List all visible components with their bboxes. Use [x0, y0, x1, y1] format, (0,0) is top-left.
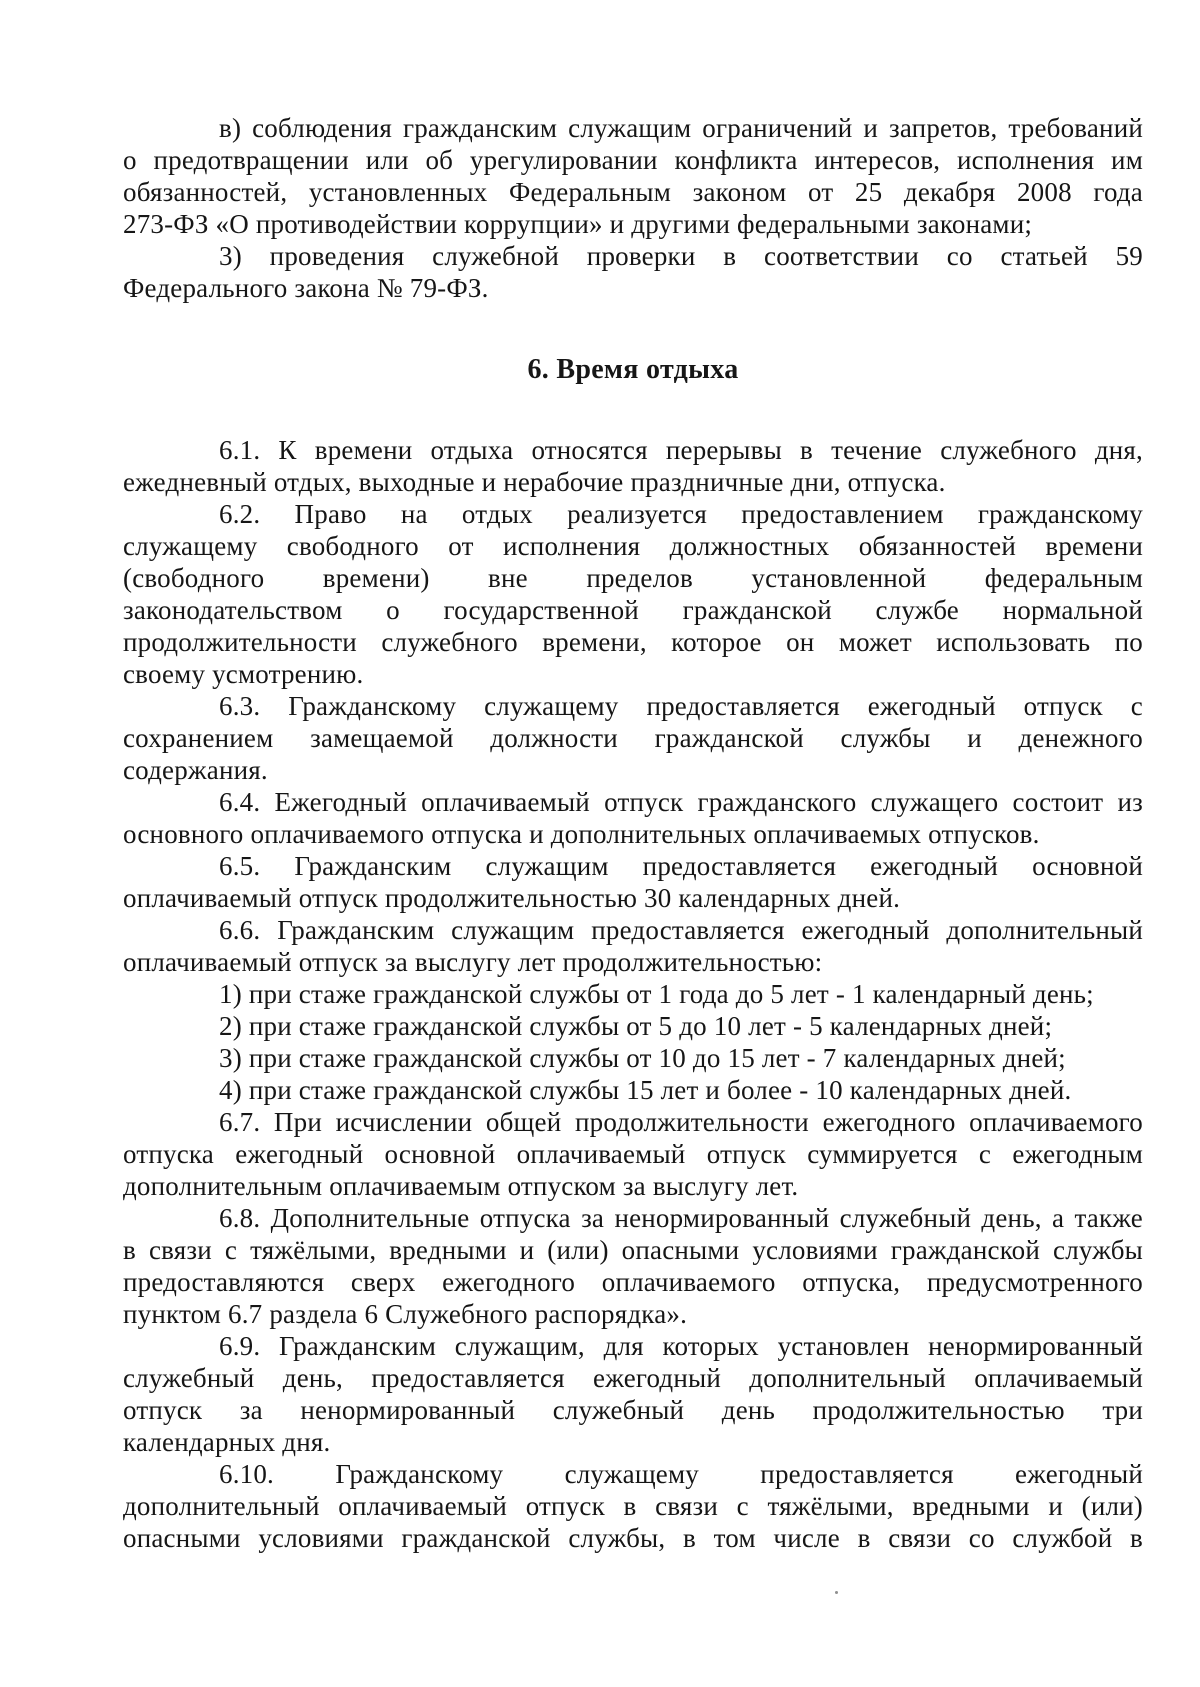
paragraph: [123, 434, 1143, 498]
text-line: сохранением замещаемой должности гражданской службы и денежного: [123, 723, 1143, 753]
text-line: Федерального закона № 79-ФЗ.: [123, 273, 489, 303]
text-line: 4) при стаже гражданской службы 15 лет и более - 10 календарных дней.: [219, 1075, 1072, 1105]
paragraph: [123, 914, 1143, 978]
text-line: дополнительным оплачиваемым отпуском за выслугу лет.: [123, 1171, 799, 1201]
text-line: 6.2. Право на отдых реализуется предоставлением гражданскому: [219, 499, 1143, 529]
text-line: 2) при стаже гражданской службы от 5 до 10 лет - 5 календарных дней;: [219, 1011, 1053, 1041]
text-line: основного оплачиваемого отпуска и дополнительных оплачиваемых отпусков.: [123, 819, 1040, 849]
text-line: 6.10. Гражданскому служащему предоставляется ежегодный: [219, 1459, 1143, 1489]
text-line: в) соблюдения гражданским служащим ограничений и запретов, требований: [219, 113, 1143, 143]
scan-speck: [835, 1591, 838, 1594]
text-line: отпуска ежегодный основной оплачиваемый отпуск суммируется с ежегодным: [123, 1139, 1143, 1169]
text-line: служащему свободного от исполнения должностных обязанностей времени: [123, 531, 1143, 561]
section-heading: 6. Время отдыха: [527, 354, 739, 385]
list-item: [123, 1042, 1143, 1074]
text-line: дополнительный оплачиваемый отпуск в связи с тяжёлыми, вредными и (или): [123, 1491, 1143, 1521]
text-line: календарных дня.: [123, 1427, 331, 1457]
text-line: 6.3. Гражданскому служащему предоставляется ежегодный отпуск с: [219, 691, 1143, 721]
list-item: [123, 978, 1143, 1010]
text-line: 6.6. Гражданским служащим предоставляется ежегодный дополнительный: [219, 915, 1143, 945]
text-line: 6.7. При исчислении общей продолжительности ежегодного оплачиваемого: [219, 1107, 1143, 1137]
paragraph: [123, 850, 1143, 914]
text-line: 273-ФЗ «О противодействии коррупции» и другими федеральными законами;: [123, 209, 1033, 239]
paragraph: [123, 1106, 1143, 1202]
text-line: продолжительности служебного времени, которое он может использовать по: [123, 627, 1143, 657]
text-line: 1) при стаже гражданской службы от 1 года до 5 лет - 1 календарный день;: [219, 979, 1094, 1009]
paragraph: [123, 1330, 1143, 1458]
text-line: обязанностей, установленных Федеральным законом от 25 декабря 2008 года: [123, 177, 1143, 207]
paragraph: [123, 498, 1143, 690]
text-line: опасными условиями гражданской службы, в том числе в связи со службой в: [123, 1523, 1143, 1553]
paragraph: [123, 1458, 1143, 1554]
text-line: оплачиваемый отпуск за выслугу лет продолжительностью:: [123, 947, 823, 977]
paragraph: [123, 112, 1143, 240]
text-line: 3) при стаже гражданской службы от 10 до 15 лет - 7 календарных дней;: [219, 1043, 1066, 1073]
text-line: 6.1. К времени отдыха относятся перерывы в течение служебного дня,: [219, 435, 1143, 465]
text-line: 6.5. Гражданским служащим предоставляется ежегодный основной: [219, 851, 1143, 881]
paragraph: [123, 1202, 1143, 1330]
paragraph: [123, 240, 1143, 304]
text-line: оплачиваемый отпуск продолжительностью 30 календарных дней.: [123, 883, 901, 913]
list-item: [123, 1074, 1143, 1106]
text-line: 6.9. Гражданским служащим, для которых установлен ненормированный: [219, 1331, 1143, 1361]
text-line: предоставляются сверх ежегодного оплачиваемого отпуска, предусмотренного: [123, 1267, 1143, 1297]
text-line: о предотвращении или об урегулировании конфликта интересов, исполнения им: [123, 145, 1143, 175]
text-line: ежедневный отдых, выходные и нерабочие праздничные дни, отпуска.: [123, 467, 946, 497]
text-line: служебный день, предоставляется ежегодный дополнительный оплачиваемый: [123, 1363, 1143, 1393]
text-line: содержания.: [123, 755, 268, 785]
text-line: (свободного времени) вне пределов установленной федеральным: [123, 563, 1143, 593]
text-line: своему усмотрению.: [123, 659, 364, 689]
text-line: 6.4. Ежегодный оплачиваемый отпуск гражданского служащего состоит из: [219, 787, 1143, 817]
text-line: 6.8. Дополнительные отпуска за ненормированный служебный день, а также: [219, 1203, 1143, 1233]
paragraph: [123, 690, 1143, 786]
text-line: в связи с тяжёлыми, вредными и (или) опасными условиями гражданской службы: [123, 1235, 1143, 1265]
text-line: законодательством о государственной гражданской службе нормальной: [123, 595, 1143, 625]
text-block: [123, 112, 1143, 1554]
text-line: 3) проведения служебной проверки в соответствии со статьей 59: [219, 241, 1143, 271]
paragraph: [123, 786, 1143, 850]
text-line: отпуск за ненормированный служебный день продолжительностью три: [123, 1395, 1143, 1425]
list-item: [123, 1010, 1143, 1042]
text-line: пунктом 6.7 раздела 6 Служебного распорядка».: [123, 1299, 688, 1329]
